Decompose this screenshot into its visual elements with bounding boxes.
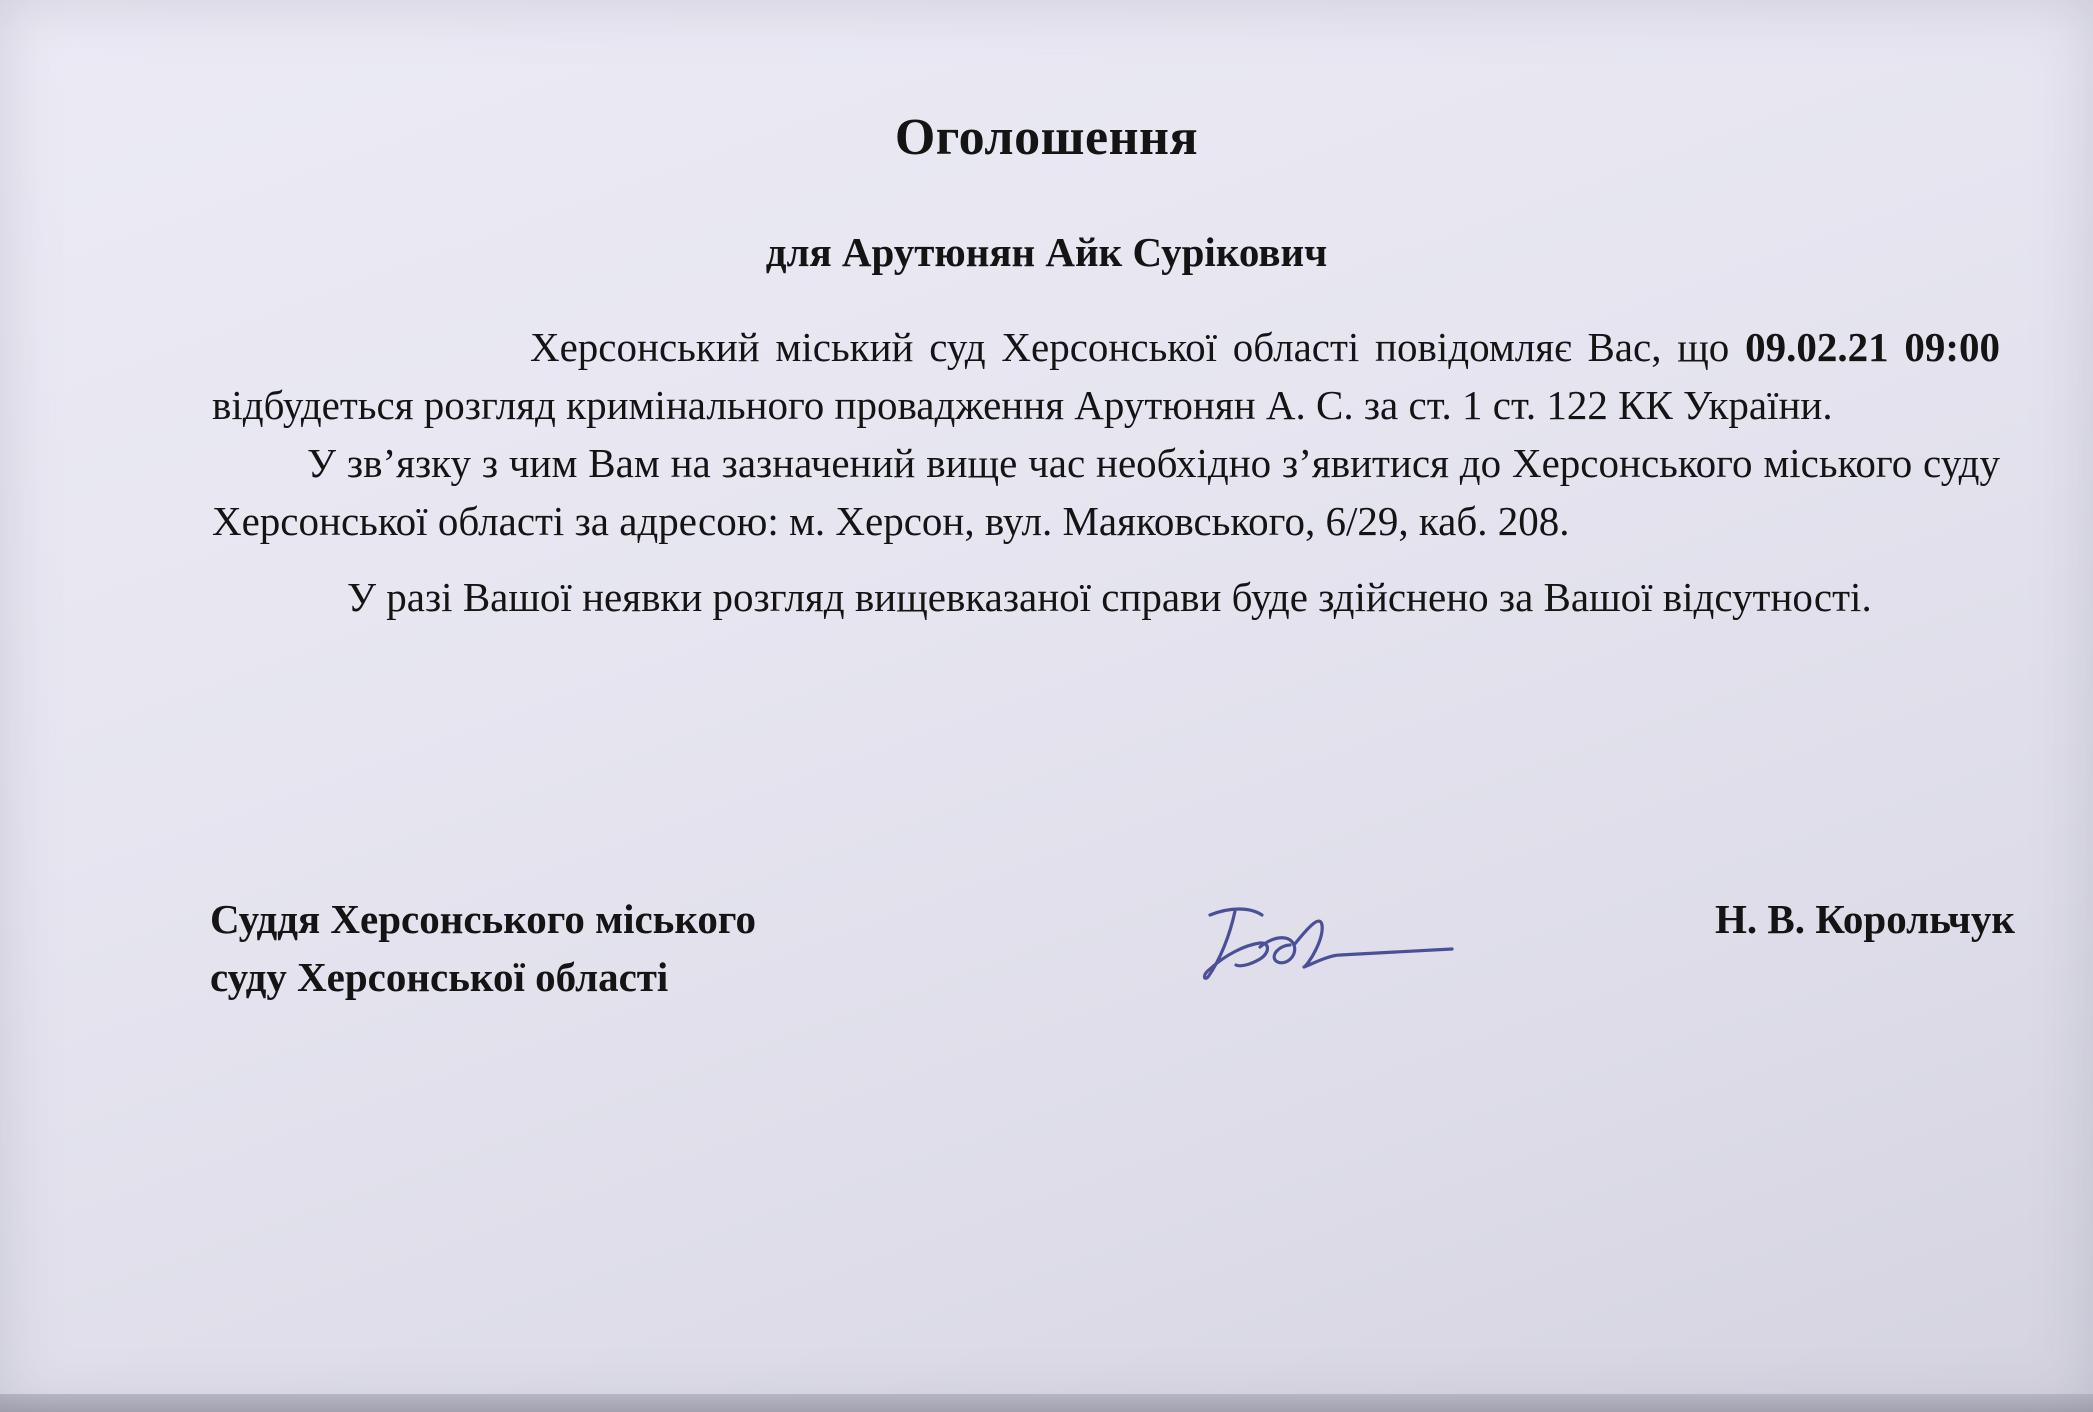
hearing-datetime: 09.02.21 09:00 <box>1745 324 2001 370</box>
paragraph1-text-before: Херсонський міський суд Херсонської області повідомляє Вас, що <box>530 324 1746 370</box>
paragraph-absence-warning: У разі Вашої неявки розгляд вищевказаної справи буде здійснено за Вашої відсутності. <box>347 574 1872 620</box>
judge-name: Н. В. Корольчук <box>1715 896 2015 942</box>
judge-position-line2: суду Херсонської області <box>210 954 669 1000</box>
paper-bottom-edge <box>0 1394 2093 1412</box>
addressee-line: для Арутюнян Айк Сурікович <box>765 229 1328 275</box>
paragraph-appearance-address: У зв’язку з чим Вам на зазначений вище час необхідно з’явитися до Херсонського міського суду Херсонської області за адресою: м. Херсон, вул. Маяковського, 6/29, каб. 208. <box>212 440 2000 544</box>
judge-position-line1: Суддя Херсонського міського <box>210 896 757 942</box>
paragraph1-text-after: відбудеться розгляд кримінального провадження Арутюнян А. С. за ст. 1 ст. 122 КК України. <box>212 382 1833 428</box>
document-title-text: Оголошення <box>894 109 1199 166</box>
document-title <box>0 108 2093 167</box>
handwritten-signature <box>1190 885 1460 995</box>
judge-position <box>210 890 756 1006</box>
paragraph-hearing-notice <box>212 318 2000 434</box>
document-body <box>212 318 2000 630</box>
